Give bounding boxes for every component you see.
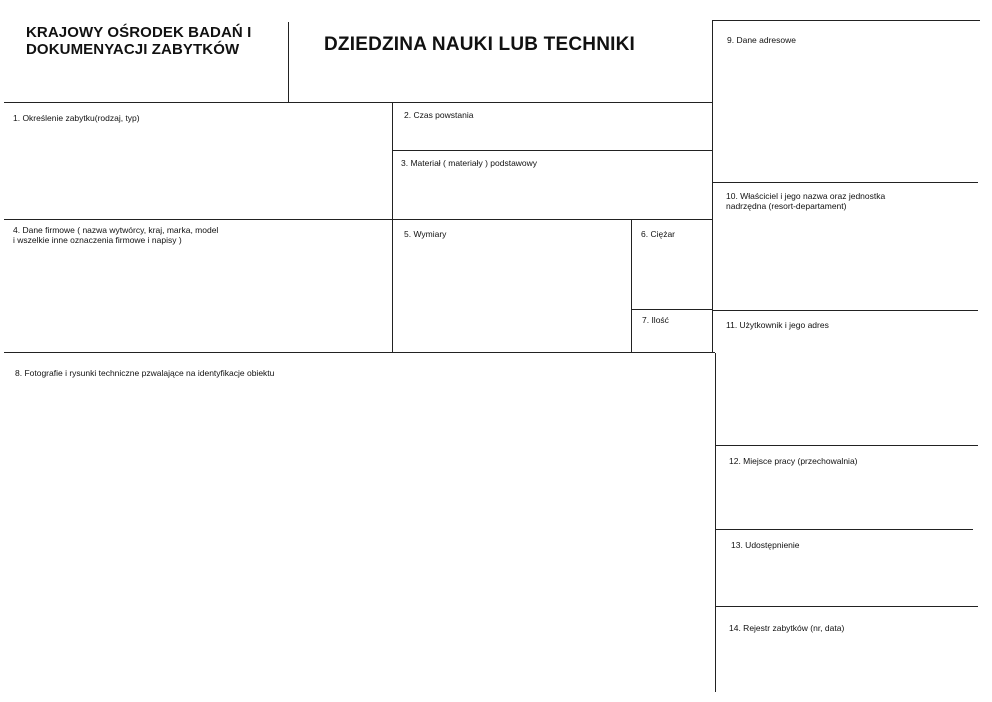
left-section-right-border <box>712 20 713 353</box>
row-line-1-4 <box>4 219 712 220</box>
col-divider-wymiary-ciezar <box>631 219 632 353</box>
right-column-left-border <box>715 353 716 692</box>
field-1-label: 1. Określenie zabytku(rodzaj, typ) <box>13 113 140 123</box>
row-line-ciezar-ilosc <box>631 309 712 310</box>
header-bottom-line <box>4 102 712 103</box>
col-divider-1 <box>392 102 393 353</box>
row-line-czas-material <box>392 150 712 151</box>
field-9-label: 9. Dane adresowe <box>727 35 796 45</box>
field-3-label: 3. Materiał ( materiały ) podstawowy <box>401 158 538 168</box>
field-7-label: 7. Ilość <box>642 315 669 325</box>
field-8-label: 8. Fotografie i rysunki techniczne pzwalające na identyfikacje obiektu <box>15 368 275 378</box>
row-line-9-10 <box>712 182 978 183</box>
field-6-label: 6. Ciężar <box>641 229 676 239</box>
row-line-13-14 <box>715 606 978 607</box>
field-11-label: 11. Użytkownik i jego adres <box>726 320 829 330</box>
field-4-label: 4. Dane firmowe ( nazwa wytwórcy, kraj, marka, model i wszelkie inne oznaczenia firmowe i napisy ) <box>13 225 219 245</box>
field-2-label: 2. Czas powstania <box>404 110 474 120</box>
field-12-label: 12. Miejsce pracy (przechowalnia) <box>729 456 858 466</box>
row-line-11-12 <box>715 445 978 446</box>
row-line-4-8 <box>4 352 715 353</box>
institution-name: KRAJOWY OŚRODEK BADAŃ I DOKUMENYACJI ZABYTKÓW <box>26 24 252 58</box>
row-line-12-13 <box>715 529 973 530</box>
row-line-10-11 <box>712 310 978 311</box>
field-14-label: 14. Rejestr zabytków (nr, data) <box>729 623 845 633</box>
field-5-label: 5. Wymiary <box>404 229 447 239</box>
field-10-label: 10. Właściciel i jego nazwa oraz jednostka nadrzędna (resort-departament) <box>726 191 886 211</box>
right-column-top-line <box>712 20 980 21</box>
header-divider-line <box>288 22 289 103</box>
form-category-title: DZIEDZINA NAUKI LUB TECHNIKI <box>324 34 635 55</box>
field-13-label: 13. Udostępnienie <box>731 540 800 550</box>
